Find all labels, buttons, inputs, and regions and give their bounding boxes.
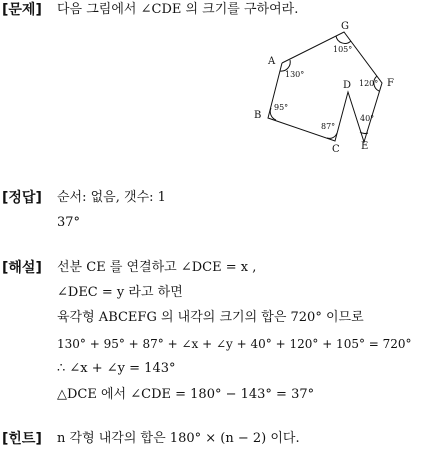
solution-tag: [해설] xyxy=(2,260,42,276)
vertex-label-c: C xyxy=(332,144,340,155)
solution-line-2: ∠DEC = y 라고 하면 xyxy=(57,285,183,300)
problem-text: 다음 그림에서 ∠CDE 의 크기를 구하여라. xyxy=(57,2,299,17)
hint-text: n 각형 내각의 합은 180° × (n − 2) 이다. xyxy=(57,431,300,446)
angle-label-87: 87° xyxy=(321,122,336,131)
polygon-figure xyxy=(248,16,418,158)
vertex-label-g: G xyxy=(341,21,349,32)
vertex-label-f: F xyxy=(387,78,394,89)
angle-label-40: 40° xyxy=(360,114,375,123)
solution-line-5: ∴ ∠x + ∠y = 143° xyxy=(57,361,176,376)
solution-line-3: 육각형 ABCEFG 의 내각의 크기의 합은 720° 이므로 xyxy=(57,310,364,325)
solution-line-4: 130° + 95° + 87° + ∠x + ∠y + 40° + 120° + 105° = 720° xyxy=(57,337,412,351)
hint-tag: [힌트] xyxy=(2,431,42,447)
answer-line-2: 37° xyxy=(57,215,81,230)
answer-line-1: 순서: 없음, 갯수: 1 xyxy=(57,190,166,205)
solution-line-6: △DCE 에서 ∠CDE = 180° − 143° = 37° xyxy=(57,387,315,402)
angle-label-120: 120° xyxy=(359,79,379,88)
vertex-label-e: E xyxy=(361,141,369,152)
problem-tag: [문제] xyxy=(2,2,42,18)
vertex-label-d: D xyxy=(343,80,352,91)
vertex-label-b: B xyxy=(254,110,262,121)
solution-line-1: 선분 CE 를 연결하고 ∠DCE = x , xyxy=(57,260,257,275)
answer-tag: [정답] xyxy=(2,190,42,206)
angle-label-105: 105° xyxy=(333,45,353,54)
angle-arc-g xyxy=(336,36,351,43)
vertex-label-a: A xyxy=(268,56,276,67)
angle-label-130: 130° xyxy=(285,70,305,79)
angle-label-95: 95° xyxy=(274,103,289,112)
